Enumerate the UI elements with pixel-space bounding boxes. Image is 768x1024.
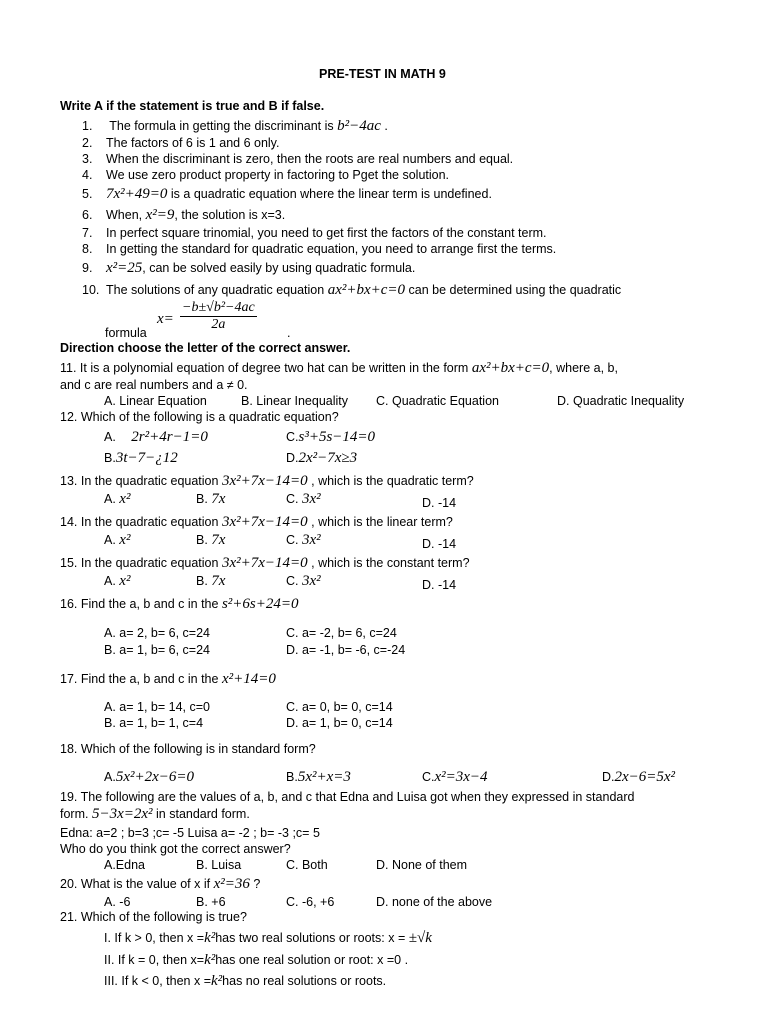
q18-stem: 18. Which of the following is in standard form? xyxy=(60,742,316,756)
option-letter: B. xyxy=(104,451,116,465)
item-number: 10. xyxy=(82,283,100,297)
formula-numerator: −b±√b²−4ac xyxy=(182,300,255,315)
option-letter: D. xyxy=(602,770,615,784)
option-math: x² xyxy=(119,532,131,548)
item-5 xyxy=(82,187,492,202)
item-math: x²=25 xyxy=(106,260,143,276)
option-math: 2x−6=5x² xyxy=(614,769,676,785)
option-math: 3x² xyxy=(301,491,321,507)
option-math: 2x²−7x≥3 xyxy=(298,450,358,466)
option-letter: D. xyxy=(286,451,299,465)
q20-option-d: D. none of the above xyxy=(376,895,493,909)
q20-stem xyxy=(60,877,260,892)
q-after: , which is the quadratic term? xyxy=(311,474,474,488)
q20-option-a: A. -6 xyxy=(104,895,131,909)
item-text: In perfect square trinomial, you need to get first the factors of the constant term. xyxy=(106,226,547,240)
option-math: 7x xyxy=(211,491,226,507)
q-after: , where a, b, xyxy=(549,361,618,375)
q21-statement-ii xyxy=(104,953,408,968)
item-math: ax²+bx+c=0 xyxy=(327,282,406,298)
q19-option-b: B. Luisa xyxy=(196,858,242,872)
item-4 xyxy=(82,168,449,183)
q14-option-b: B. 7x xyxy=(196,532,226,548)
q17-option-d: D. a= 1, b= 0, c=14 xyxy=(286,716,393,730)
q11-line2: and c are real numbers and a ≠ 0. xyxy=(60,378,248,392)
part2-instruction: Direction choose the letter of the correct answer. xyxy=(60,341,351,355)
q15-option-b: B. 7x xyxy=(196,573,226,589)
q-math: s²+6s+24=0 xyxy=(221,596,299,612)
item-9 xyxy=(82,261,415,276)
item-8 xyxy=(82,242,556,257)
q18-option-c xyxy=(422,770,488,785)
formula-lhs: x= xyxy=(157,311,174,327)
q-text: 11. It is a polynomial equation of degree two hat can be written in the form xyxy=(60,361,469,375)
item-number: 1. xyxy=(82,119,93,133)
q16-option-a: A. a= 2, b= 6, c=24 xyxy=(104,626,210,640)
quadratic-formula xyxy=(180,300,257,333)
q16-option-d: D. a= -1, b= -6, c=-24 xyxy=(286,643,406,657)
item-number: 6. xyxy=(82,208,93,222)
q21-statement-i xyxy=(104,931,432,946)
formula-end: . xyxy=(287,326,291,340)
q17-option-b: B. a= 1, b= 1, c=4 xyxy=(104,716,204,730)
q12-option-d xyxy=(286,451,357,466)
q16-option-b: B. a= 1, b= 6, c=24 xyxy=(104,643,210,657)
item-number: 4. xyxy=(82,168,93,182)
q19-stem: 19. The following are the values of a, b, and c that Edna and Luisa got when they expressed in standard xyxy=(60,790,635,804)
statement-text: I. If k > 0, then x = xyxy=(104,931,205,945)
item-math: b²−4ac xyxy=(337,118,381,134)
q19-line3: Edna: a=2 ; b=3 ;c= -5 Luisa a= -2 ; b= -3 ;c= 5 xyxy=(60,826,320,840)
part1-instruction: Write A if the statement is true and B if false. xyxy=(60,99,325,113)
item-math: 7x²+49=0 xyxy=(106,186,168,202)
q-math: x²+14=0 xyxy=(221,671,276,687)
item-text: The solutions of any quadratic equation xyxy=(106,283,325,297)
item-after: . xyxy=(384,119,388,133)
q19-option-c: C. Both xyxy=(286,858,328,872)
statement-text: II. If k = 0, then x= xyxy=(104,953,205,967)
q15-option-c: C. 3x² xyxy=(286,573,321,589)
item-text: When, xyxy=(106,208,143,222)
q14-option-c: C. 3x² xyxy=(286,532,321,548)
q-math: ax²+bx+c=0 xyxy=(471,360,550,376)
q-text: 16. Find the a, b and c in the xyxy=(60,597,219,611)
option-math: 3x² xyxy=(301,573,321,589)
item-text: is a quadratic equation where the linear term is undefined. xyxy=(170,187,492,201)
q11-option-b: B. Linear Inequality xyxy=(241,394,349,408)
q18-option-a xyxy=(104,770,194,785)
option-letter: B. xyxy=(286,770,298,784)
q-text: 13. In the quadratic equation xyxy=(60,474,219,488)
item-7 xyxy=(82,226,547,241)
item-2 xyxy=(82,136,279,151)
q14-option-d: D. -14 xyxy=(422,537,457,551)
item-6 xyxy=(82,208,285,223)
q14-stem xyxy=(60,515,453,530)
q21-stem: 21. Which of the following is true? xyxy=(60,910,247,924)
statement-math: k² xyxy=(204,952,216,968)
q-after: ? xyxy=(253,877,261,891)
statement-math: k² xyxy=(204,930,216,946)
q-text: 15. In the quadratic equation xyxy=(60,556,219,570)
item-number: 8. xyxy=(82,242,93,256)
q18-option-b xyxy=(286,770,351,785)
item-text: The formula in getting the discriminant is xyxy=(109,119,334,133)
item-text: , can be solved easily by using quadratic formula. xyxy=(142,261,416,275)
item-text: The factors of 6 is 1 and 6 only. xyxy=(106,136,280,150)
option-math: s³+5s−14=0 xyxy=(298,429,376,445)
formula-denominator: 2a xyxy=(211,317,226,332)
option-letter: A. xyxy=(104,430,116,444)
q12-stem: 12. Which of the following is a quadratic equation? xyxy=(60,410,339,424)
option-math: x² xyxy=(119,573,131,589)
q-after: , which is the linear term? xyxy=(311,515,453,529)
item-text: In getting the standard for quadratic equation, you need to arrange first the terms. xyxy=(106,242,557,256)
q19-option-d: D. None of them xyxy=(376,858,468,872)
q11-option-c: C. Quadratic Equation xyxy=(376,394,499,408)
item-number: 9. xyxy=(82,261,93,275)
option-letter: A. xyxy=(104,770,116,784)
q17-option-c: C. a= 0, b= 0, c=14 xyxy=(286,700,393,714)
option-math: 3x² xyxy=(301,532,321,548)
item-text: We use zero product property in factoring to Pget the solution. xyxy=(106,168,450,182)
option-math: 7x xyxy=(211,573,226,589)
q19-line4: Who do you think got the correct answer? xyxy=(60,842,291,856)
q16-option-c: C. a= -2, b= 6, c=24 xyxy=(286,626,397,640)
q11-stem xyxy=(60,361,618,376)
q-after: , which is the constant term? xyxy=(311,556,470,570)
option-letter: C. xyxy=(286,430,299,444)
option-math: 2r²+4r−1=0 xyxy=(131,429,208,445)
q17-option-a: A. a= 1, b= 14, c=0 xyxy=(104,700,210,714)
item-number: 7. xyxy=(82,226,93,240)
statement-math: ±√k xyxy=(408,930,432,946)
item-math: x²=9 xyxy=(145,207,175,223)
item-number: 3. xyxy=(82,152,93,166)
q18-option-d xyxy=(602,770,675,785)
q13-stem xyxy=(60,474,474,489)
q15-stem xyxy=(60,556,470,571)
statement-text: has two real solutions or roots: x = xyxy=(215,931,406,945)
q14-option-a: A. x² xyxy=(104,532,131,548)
q-math: x²=36 xyxy=(213,876,250,892)
q-math: 3x²+7x−14=0 xyxy=(221,514,308,530)
option-math: x² xyxy=(119,491,131,507)
q-text: form. xyxy=(60,807,89,821)
statement-text: has one real solution or root: x =0 . xyxy=(215,953,409,967)
q-text: 17. Find the a, b and c in the xyxy=(60,672,219,686)
item-after: , the solution is x=3. xyxy=(174,208,286,222)
q11-option-d: D. Quadratic Inequality xyxy=(557,394,685,408)
q13-option-d: D. -14 xyxy=(422,496,457,510)
q19-line2 xyxy=(60,807,250,822)
q12-option-a xyxy=(104,430,208,445)
q16-stem xyxy=(60,597,298,612)
q11-option-a: A. Linear Equation xyxy=(104,394,207,408)
option-math: 5x²+2x−6=0 xyxy=(115,769,194,785)
option-letter: C. xyxy=(422,770,435,784)
item-10 xyxy=(82,283,621,298)
statement-math: k² xyxy=(211,973,223,989)
formula-label: formula xyxy=(105,326,147,340)
item-1 xyxy=(82,119,388,134)
q15-option-d: D. -14 xyxy=(422,578,457,592)
q20-option-b: B. +6 xyxy=(196,895,226,909)
q12-option-b xyxy=(104,451,178,466)
q-math: 3x²+7x−14=0 xyxy=(221,555,308,571)
q-math: 5−3x=2x² xyxy=(91,806,153,822)
option-math: x²=3x−4 xyxy=(434,769,488,785)
q13-option-b: B. 7x xyxy=(196,491,226,507)
q19-option-a: A.Edna xyxy=(104,858,146,872)
item-after: can be determined using the quadratic xyxy=(408,283,622,297)
q-math: 3x²+7x−14=0 xyxy=(221,473,308,489)
page-title: PRE-TEST IN MATH 9 xyxy=(319,67,446,81)
statement-text: III. If k < 0, then x = xyxy=(104,974,212,988)
item-number: 2. xyxy=(82,136,93,150)
q12-option-c xyxy=(286,430,375,445)
q20-option-c: C. -6, +6 xyxy=(286,895,335,909)
q17-stem xyxy=(60,672,276,687)
q-text: 14. In the quadratic equation xyxy=(60,515,219,529)
option-math: 5x²+x=3 xyxy=(297,769,351,785)
statement-text: has no real solutions or roots. xyxy=(222,974,387,988)
item-number: 5. xyxy=(82,187,93,201)
q15-option-a: A. x² xyxy=(104,573,131,589)
q21-statement-iii xyxy=(104,974,386,989)
item-3 xyxy=(82,152,513,167)
q-text: 20. What is the value of x if xyxy=(60,877,211,891)
item-text: When the discriminant is zero, then the roots are real numbers and equal. xyxy=(106,152,514,166)
option-math: 7x xyxy=(211,532,226,548)
option-math: 3t−7−¿12 xyxy=(115,450,178,466)
q-after: in standard form. xyxy=(156,807,250,821)
q13-option-a: A. x² xyxy=(104,491,131,507)
q13-option-c: C. 3x² xyxy=(286,491,321,507)
